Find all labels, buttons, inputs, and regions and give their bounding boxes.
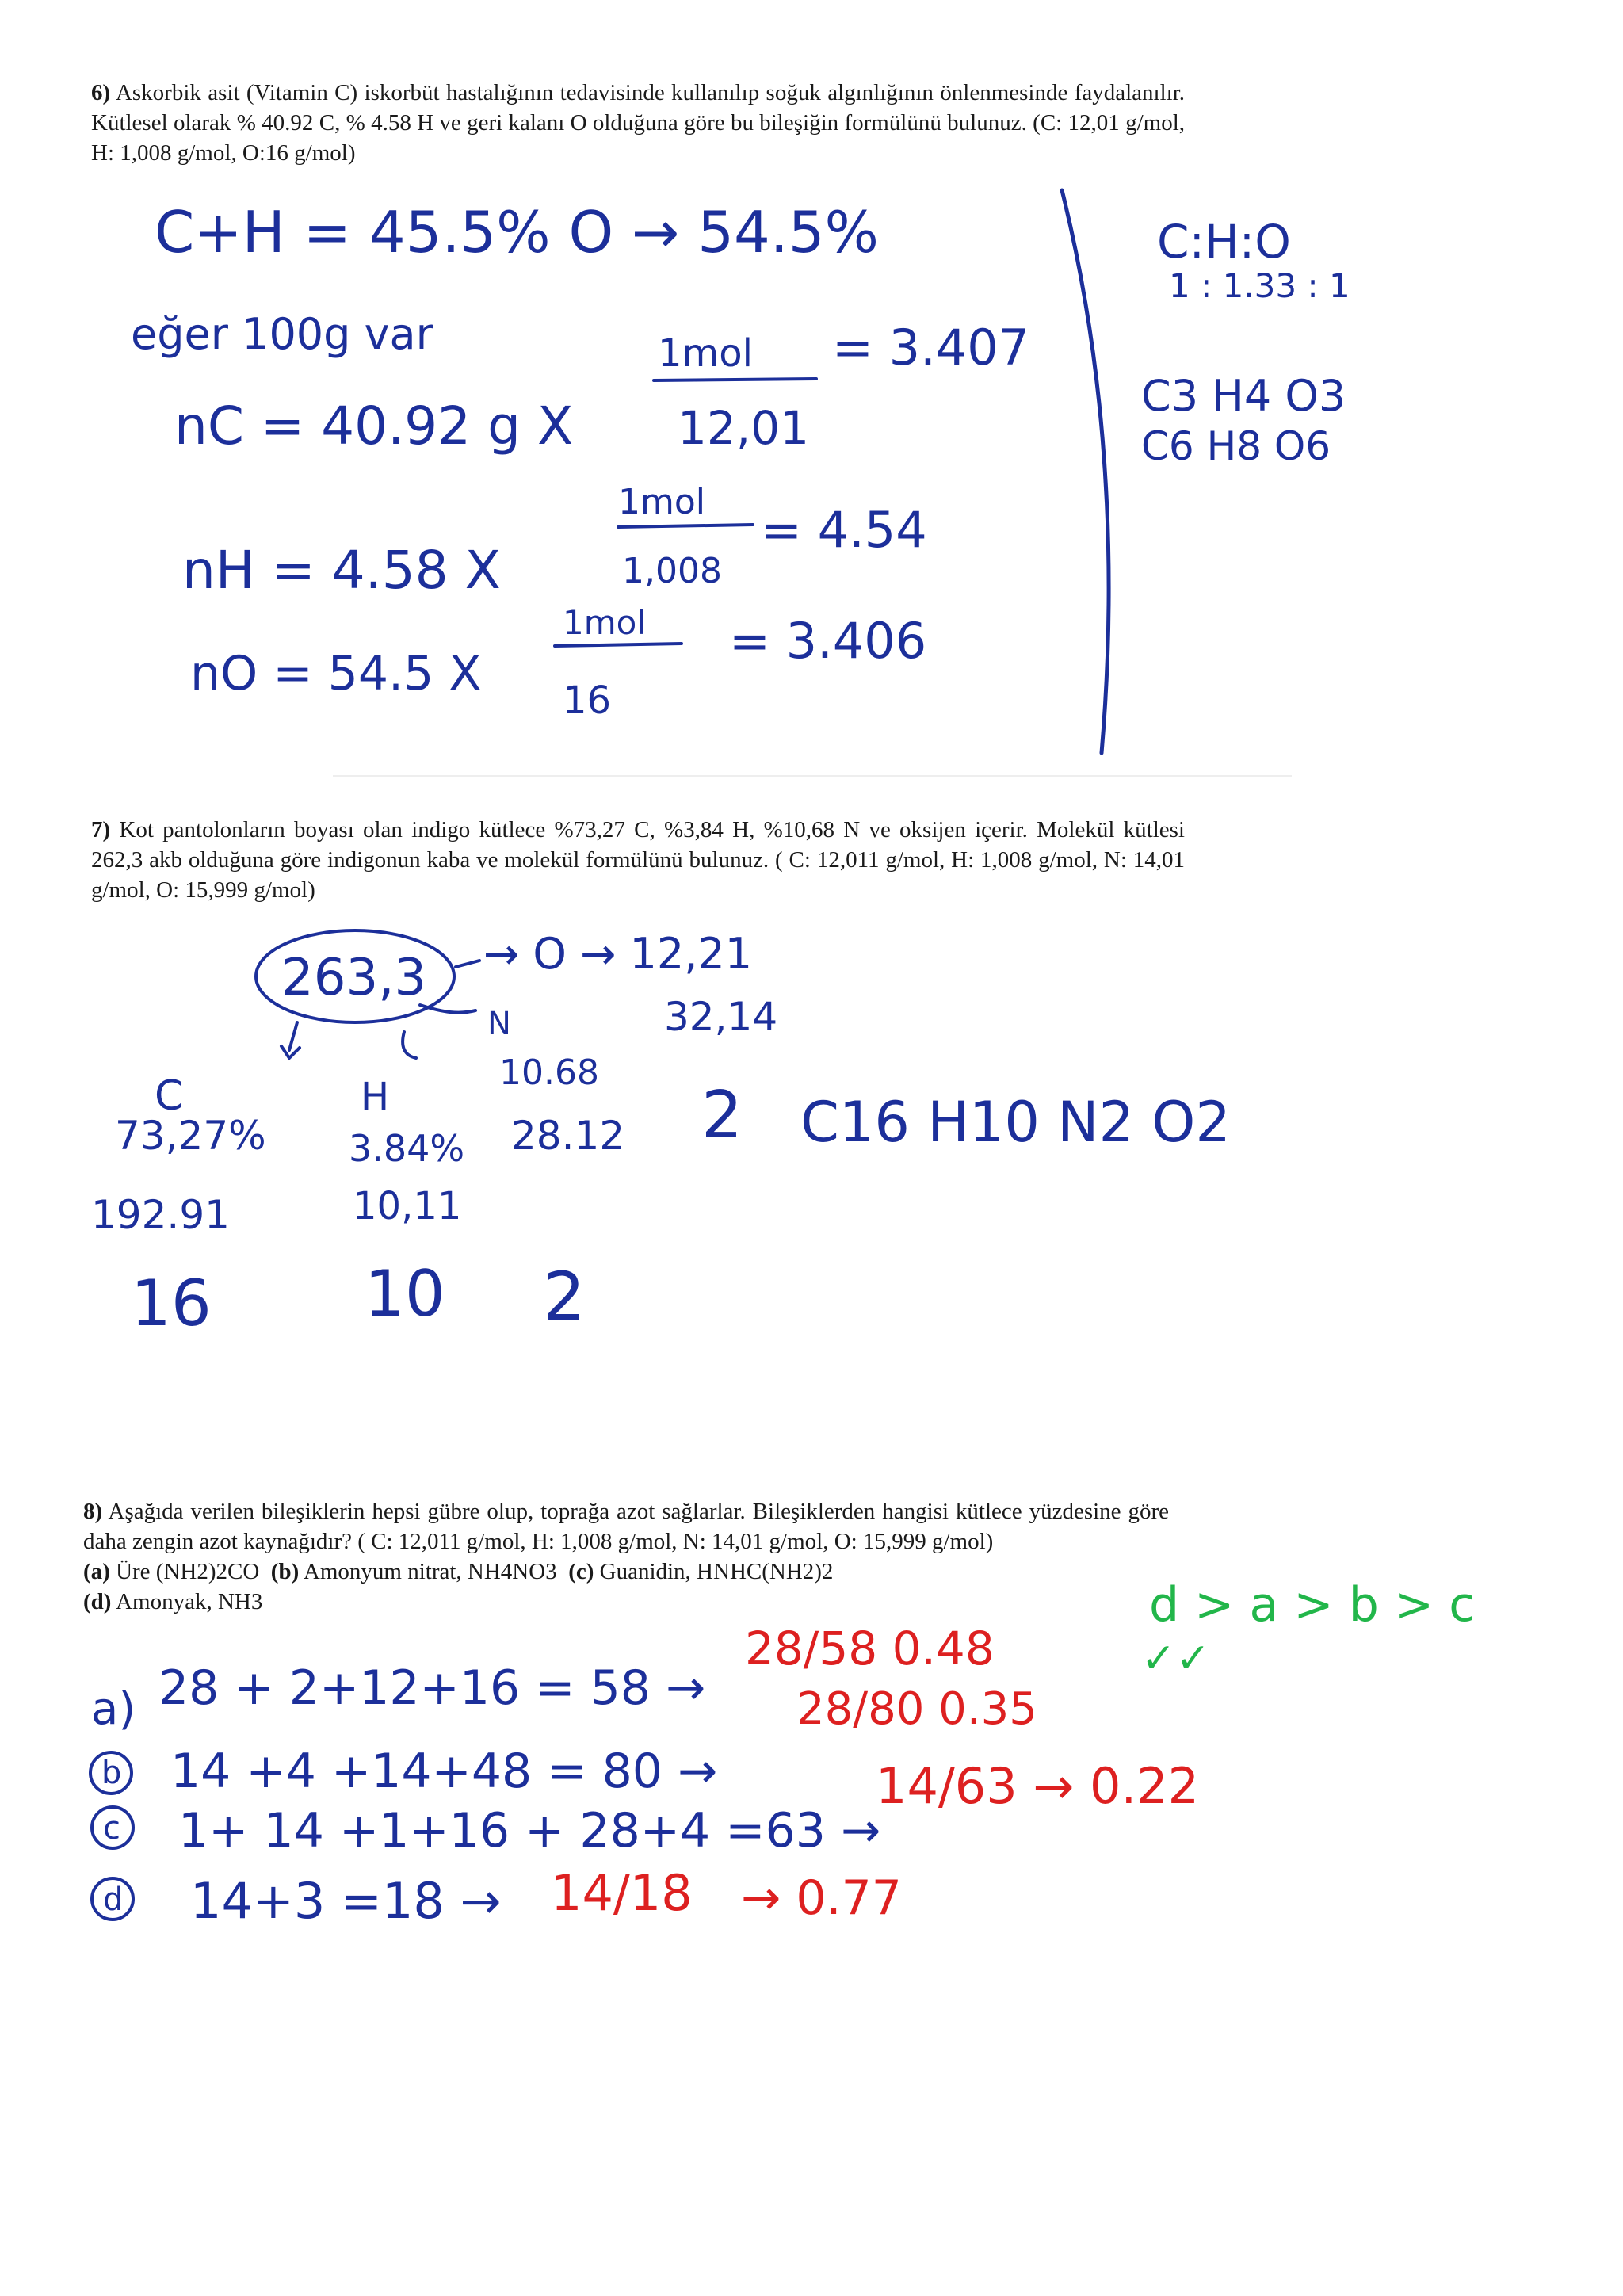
q6-nh-num: 1mol — [618, 482, 705, 522]
q6-formula2: C6 H8 O6 — [1141, 423, 1331, 469]
option-b-label: (b) — [270, 1559, 300, 1584]
q8-b-label: b — [101, 1755, 122, 1791]
q7-arrow-c — [281, 1022, 300, 1058]
option-c-text: Guanidin, HNHC(NH2)2 — [599, 1559, 834, 1584]
q7-circled-mass: 263,3 — [281, 949, 427, 1007]
q6-nh-res: = 4.54 — [761, 501, 927, 559]
q6-line2: eğer 100g var — [131, 309, 433, 359]
q6-nh-den: 1,008 — [622, 551, 722, 591]
q8-d-result: → 0.77 — [741, 1870, 902, 1926]
q8-c-label: c — [103, 1810, 120, 1847]
q6-no-res: = 3.406 — [729, 612, 927, 670]
q8-a-ratio: 28/58 0.48 — [745, 1622, 995, 1675]
question-8-body: Aşağıda verilen bileşiklerin hepsi gübre olup, toprağa azot sağlarlar. Bileşiklerden hangisi kütlece yüzdesine göre daha zengin azot kaynağıdır? ( C: 12,011 g/mol, H: 1,008 g/mol, N: 14,01 g/mol, O: 15,999 g/mol) — [83, 1499, 1170, 1554]
q6-handwriting — [131, 199, 1350, 723]
question-8-number: 8) — [83, 1499, 103, 1524]
option-d-text: Amonyak, NH3 — [116, 1589, 263, 1614]
q8-handwriting-green — [1141, 1577, 1475, 1683]
question-6-number: 6) — [91, 80, 111, 105]
option-b-text: Amonyum nitrat, NH4NO3 — [303, 1559, 557, 1584]
q7-c-label: C — [155, 1072, 184, 1120]
q6-line1: C+H = 45.5% O → 54.5% — [155, 199, 879, 266]
q7-arrow-o — [456, 961, 479, 967]
q8-ranking: d > a > b > c — [1149, 1577, 1476, 1633]
q6-no-label: nO = 54.5 X — [190, 646, 482, 701]
q8-d-sum: 14+3 =18 → — [190, 1872, 502, 1930]
q7-arrow-n — [420, 1005, 475, 1013]
q7-n-count: 2 — [543, 1258, 586, 1335]
q7-h-count: 10 — [365, 1257, 445, 1331]
q8-a-label: a) — [91, 1683, 136, 1735]
q6-no-num: 1mol — [563, 603, 646, 642]
q8-check-marks: ✓✓ — [1141, 1635, 1211, 1683]
q6-nc-num: 1mol — [658, 331, 753, 376]
q6-nh-fraction-bar — [618, 525, 753, 527]
q7-o-line: → O → 12,21 — [483, 929, 753, 979]
q6-nh-label: nH = 4.58 X — [182, 540, 501, 601]
q7-n-pct: 10.68 — [499, 1052, 599, 1093]
q6-no-den: 16 — [563, 678, 612, 723]
question-7-number: 7) — [91, 817, 111, 842]
q7-n-mass: 28.12 — [511, 1113, 625, 1159]
q7-h-label: H — [361, 1075, 390, 1119]
q6-ratio-label: C:H:O — [1157, 215, 1291, 269]
q8-a-sum: 28 + 2+12+16 = 58 → — [158, 1660, 706, 1716]
option-d-label: (d) — [83, 1589, 112, 1614]
q8-d-ratio: 14/18 — [551, 1864, 693, 1922]
option-a-label: (a) — [83, 1559, 110, 1584]
q6-no-fraction-bar — [555, 644, 682, 646]
q8-b-ratio: 28/80 0.35 — [796, 1683, 1037, 1735]
q6-nc-label: nC = 40.92 g X — [174, 395, 574, 457]
q7-h-mass: 10,11 — [353, 1184, 462, 1228]
q6-ratio: 1 : 1.33 : 1 — [1169, 266, 1350, 305]
q6-nc-den: 12,01 — [678, 401, 810, 455]
q7-formula: C16 H10 N2 O2 — [800, 1090, 1231, 1155]
q7-n-label: N — [487, 1006, 511, 1042]
q7-arrow-h — [403, 1032, 416, 1058]
q6-formula1: C3 H4 O3 — [1141, 371, 1346, 421]
q7-o-count: 2 — [701, 1078, 743, 1153]
q6-nc-fraction-bar — [654, 379, 816, 380]
q7-o-mass2: 32,14 — [664, 994, 778, 1040]
question-6-body: Askorbik asit (Vitamin C) iskorbüt hastalığının tedavisinde kullanılıp soğuk algınlığının önlenmesinde faydalanılır. Kütlesel olarak % 40.92 C, % 4.58 H ve geri kalanı O olduğuna göre bu bileşiğin formülünü bulunuz. (C: 12,01 g/mol, H: 1,008 g/mol, O:16 g/mol) — [91, 80, 1186, 166]
q6-separator-bracket — [1062, 190, 1109, 753]
option-a-text: Üre (NH2)2CO — [116, 1559, 260, 1584]
option-c-label: (c) — [568, 1559, 594, 1584]
question-7-body: Kot pantolonların boyası olan indigo kütlece %73,27 C, %3,84 H, %10,68 N ve oksijen içerir. Molekül kütlesi 262,3 akb olduğuna göre indigonun kaba ve molekül formülünü bulunuz. ( C: 12,011 g/mol, H: 1,008 g/mol, N: 14,01 g/mol, O: 15,999 g/mol) — [91, 817, 1185, 903]
q8-b-sum: 14 +4 +14+48 = 80 → — [170, 1744, 718, 1799]
q8-c-ratio: 14/63 → 0.22 — [876, 1757, 1200, 1815]
q8-d-label: d — [103, 1881, 124, 1918]
q7-c-pct: 73,27% — [115, 1113, 266, 1159]
q8-c-sum: 1+ 14 +1+16 + 28+4 =63 → — [178, 1803, 881, 1859]
q7-c-mass: 192.91 — [91, 1192, 230, 1238]
q7-h-pct: 3.84% — [349, 1127, 465, 1170]
q7-c-count: 16 — [131, 1266, 212, 1340]
q6-nc-res: = 3.407 — [832, 319, 1030, 376]
